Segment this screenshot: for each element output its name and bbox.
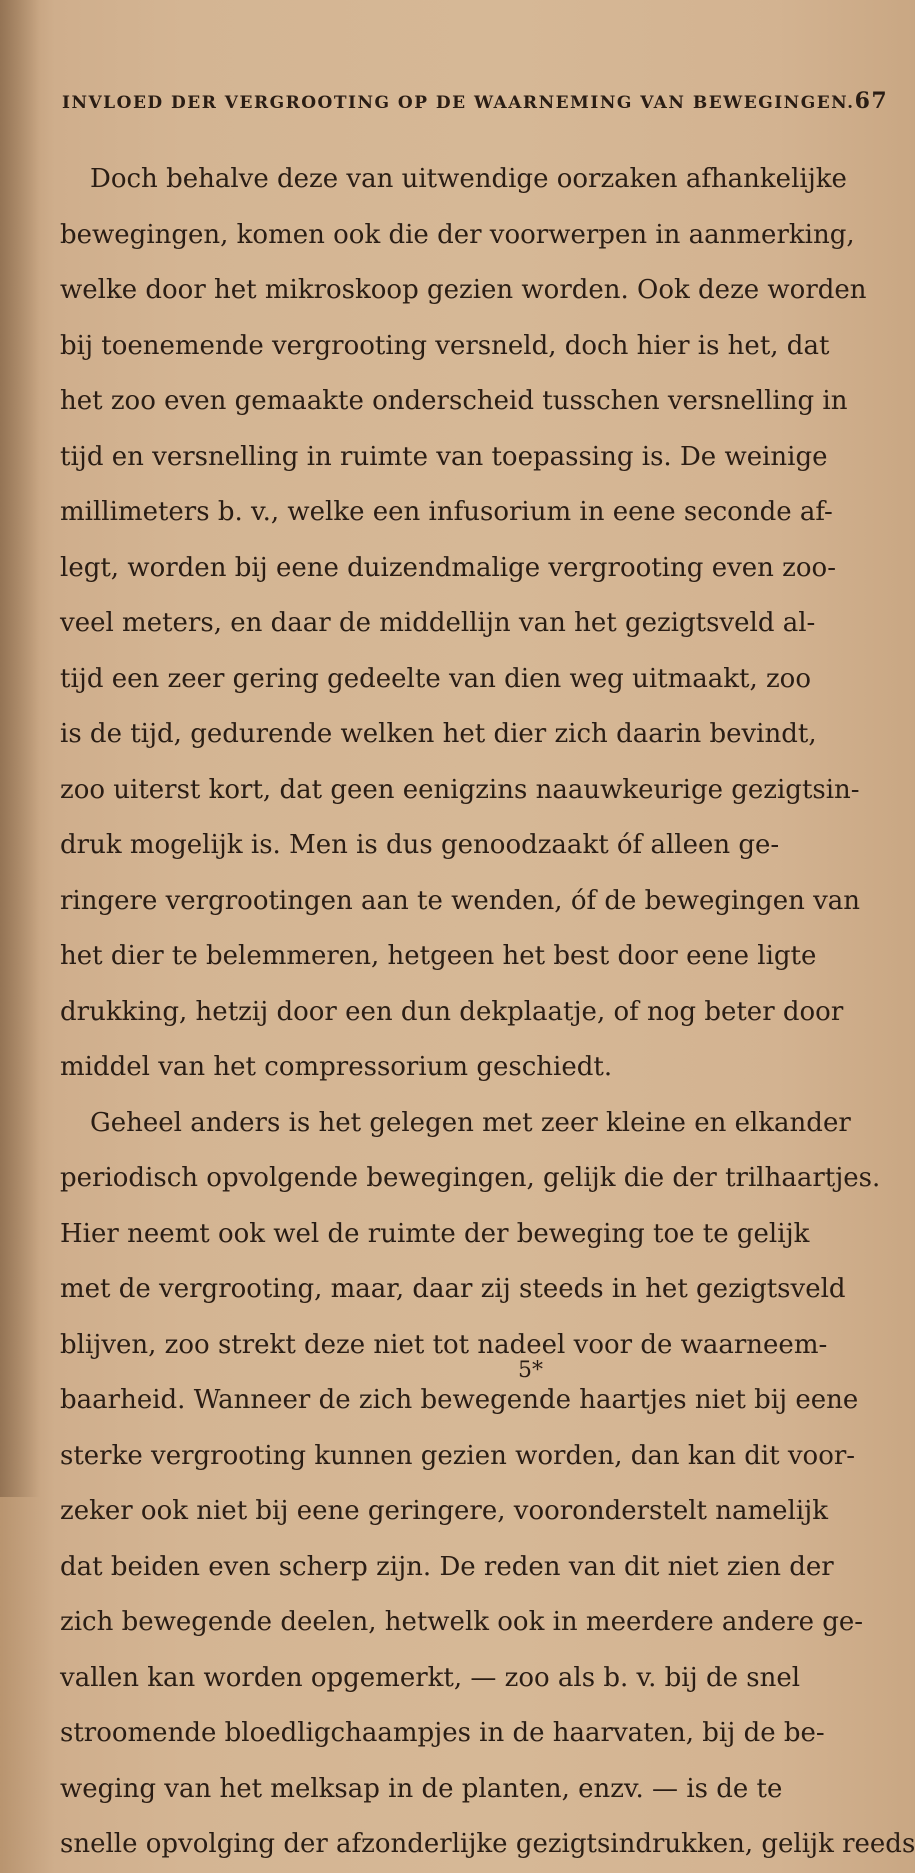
text-line: baarheid. Wanneer de zich bewegende haartjes niet bij eene (60, 1385, 859, 1415)
text-line: middel van het compressorium geschiedt. (60, 1052, 613, 1082)
body-text (60, 152, 915, 1873)
running-header (62, 88, 889, 114)
text-line: druk mogelijk is. Men is dus genoodzaakt óf alleen ge- (60, 830, 780, 860)
text-line: Geheel anders is het gelegen met zeer kleine en elkander (90, 1107, 851, 1138)
text-line: bewegingen, komen ook die der voorwerpen in aanmerking, (60, 219, 855, 250)
text-line: Hier neemt ook wel de ruimte der beweging toe te gelijk (60, 1218, 810, 1249)
text-line: zoo uiterst kort, dat geen eenigzins naauwkeurige gezigtsin- (60, 774, 860, 805)
text-line: drukking, hetzij door een dun dekplaatje, of nog beter door (60, 996, 844, 1027)
text-line: welke door het mikroskoop gezien worden. Ook deze worden (60, 275, 867, 305)
text-line: snelle opvolging der afzonderlijke gezigtsindrukken, gelijk reeds (60, 1829, 915, 1859)
text-line: het zoo even gemaakte onderscheid tusschen versnelling in (60, 386, 848, 416)
text-line: ringere vergrootingen aan te wenden, óf de bewegingen van (60, 885, 861, 916)
text-line: millimeters b. v., welke een infusorium in eene seconde af- (60, 497, 833, 527)
text-line: met de vergrooting, maar, daar zij steeds in het gezigtsveld (60, 1274, 846, 1304)
signature-mark: 5* (518, 1358, 543, 1383)
spine-shadow (0, 0, 40, 1497)
running-title: INVLOED DER VERGROOTING OP DE WAARNEMING VAN BEWEGINGEN. (62, 93, 855, 113)
text-line: weging van het melksap in de planten, enzv. — is de te (60, 1773, 783, 1804)
text-line: tijd en versnelling in ruimte van toepassing is. De weinige (60, 441, 828, 472)
text-line: veel meters, en daar de middellijn van het gezigtsveld al- (60, 608, 816, 638)
text-line: zich bewegende deelen, hetwelk ook in meerdere andere ge- (60, 1607, 864, 1637)
text-line: dat beiden even scherp zijn. De reden van dit niet zien der (60, 1551, 834, 1582)
text-line: zeker ook niet bij eene geringere, vooronderstelt namelijk (60, 1496, 828, 1526)
text-line: het dier te belemmeren, hetgeen het best door eene ligte (60, 941, 817, 971)
text-line: legt, worden bij eene duizendmalige vergrooting even zoo- (60, 552, 836, 583)
text-line: stroomende bloedligchaampjes in de haarvaten, bij de be- (60, 1718, 825, 1748)
text-line: blijven, zoo strekt deze niet tot nadeel voor de waarneem- (60, 1329, 828, 1360)
page-number: 67 (854, 88, 889, 114)
text-line: bij toenemende vergrooting versneld, doch hier is het, dat (60, 330, 830, 361)
text-line: Doch behalve deze van uitwendige oorzaken afhankelijke (90, 164, 847, 194)
text-line: tijd een zeer gering gedeelte van dien weg uitmaakt, zoo (60, 663, 811, 694)
text-line: vallen kan worden opgemerkt, — zoo als b. v. bij de snel (60, 1662, 801, 1693)
text-line: sterke vergrooting kunnen gezien worden, dan kan dit voor- (60, 1440, 856, 1471)
text-line: periodisch opvolgende bewegingen, gelijk die der trilhaartjes. (60, 1163, 881, 1193)
text-line: is de tijd, gedurende welken het dier zich daarin bevindt, (60, 719, 817, 749)
